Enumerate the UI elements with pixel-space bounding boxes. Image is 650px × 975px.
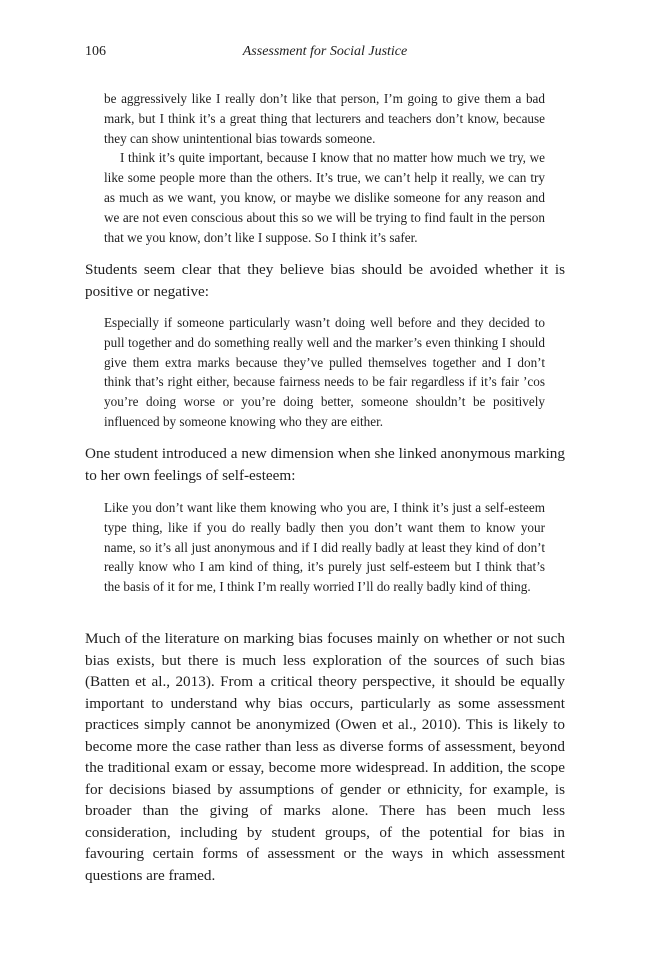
body-paragraph-2: One student introduced a new dimension when she linked anonymous marking to her own feelings of self-esteem: bbox=[85, 445, 565, 484]
body-paragraph-2-block bbox=[85, 443, 565, 486]
block-quote-2 bbox=[104, 313, 545, 432]
running-title: Assessment for Social Justice bbox=[242, 44, 408, 59]
body-paragraph-3: Much of the literature on marking bias focuses mainly on whether or not such bias exists, but there is much less exploration of the sources of such bias (Batten et al., 2013). From a critical theory perspective, it should be equally important to understand why bias occurs, particularly as some assessment practices simply cannot be anonymized (Owen et al., 2010). This is likely to become more the case rather than less as diverse forms of assessment, beyond the traditional exam or essay, become more widespread. In addition, the scope for decisions biased by assumptions of gender or ethnicity, for example, is broader than the giving of marks alone. There has been much less consideration, including by student groups, of the potential for bias in favouring certain forms of assessment or the ways in which assessment questions are framed. bbox=[85, 630, 565, 884]
quote-1-paragraph-1: be aggressively like I really don’t like that person, I’m going to give them a bad mark, but I think it’s a great thing that lecturers and teachers don’t know, because they can show unintentional bias towards someone. bbox=[104, 91, 545, 146]
block-quote-1 bbox=[104, 89, 545, 247]
quote-1-paragraph-2: I think it’s quite important, because I know that no matter how much we try, we like some people more than the others. It’s true, we can’t help it really, we can try as much as we want, you know, or maybe we dislike someone for any reason and we are not even conscious about this so we will be trying to find fault in the person that we you know, don’t like I suppose. So I think it’s safer. bbox=[104, 150, 545, 245]
quote-3-text: Like you don’t want like them knowing who you are, I think it’s just a self-esteem type thing, like if you do really badly then you don’t want them to know your name, so it’s all just anonymous and if I did really badly at least they kind of don’t really know who I am kind of thing, it’s purely just self-esteem but I think that’s the basis of it for me, I think I’m really worried I’ll do really badly kind of thing. bbox=[104, 500, 545, 595]
body-paragraph-3-block bbox=[85, 628, 565, 886]
running-header bbox=[85, 44, 565, 64]
block-quote-3 bbox=[104, 498, 545, 597]
body-paragraph-1-block bbox=[85, 259, 565, 302]
body-paragraph-1: Students seem clear that they believe bias should be avoided whether it is positive or negative: bbox=[85, 261, 565, 300]
page-number: 106 bbox=[85, 44, 106, 59]
quote-2-text: Especially if someone particularly wasn’t doing well before and they decided to pull together and do something really well and the marker’s even thinking I should give them extra marks because they’ve pulled themselves together and I don’t think that’s right either, because fairness needs to be fair regardless if it’s fair ’cos you’re doing worse or you’re doing better, someone shouldn’t be positively influenced by someone knowing who they are either. bbox=[104, 315, 545, 429]
